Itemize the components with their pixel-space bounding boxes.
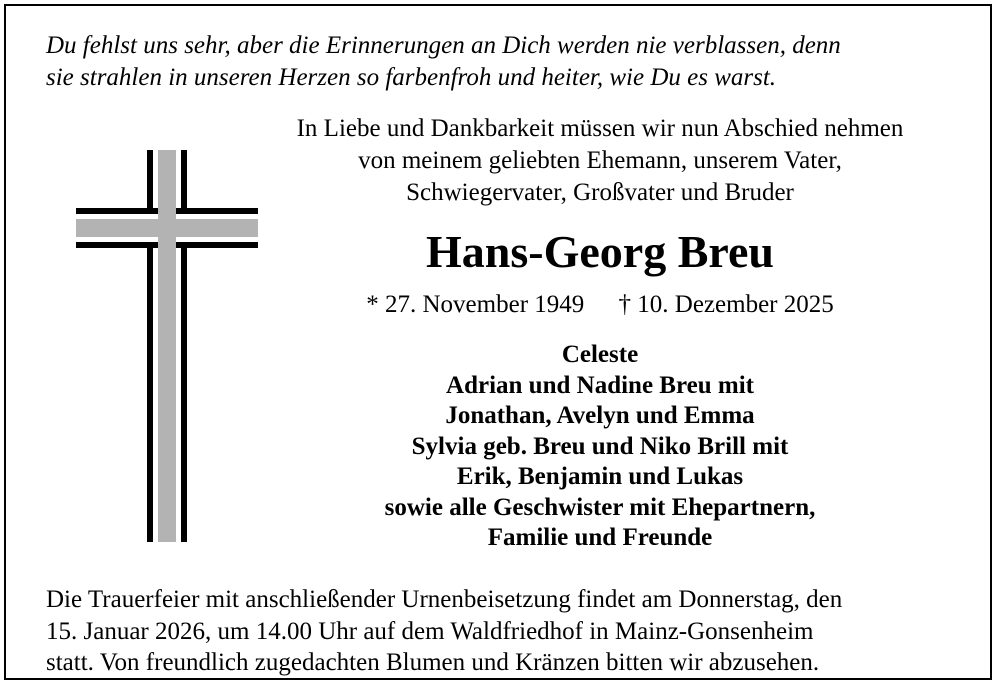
obituary-frame bbox=[4, 4, 992, 680]
intro-line: In Liebe und Dankbarkeit müssen wir nun Abschied nehmen bbox=[296, 115, 904, 142]
mourner-line: Sylvia geb. Breu und Niko Brill mit bbox=[411, 432, 789, 460]
life-dates bbox=[234, 288, 966, 322]
birth-date: * 27. November 1949 bbox=[366, 291, 585, 318]
mourner-line: Adrian und Nadine Breu mit bbox=[446, 371, 754, 399]
memorial-quote bbox=[46, 30, 966, 94]
deceased-name: Hans-Georg Breu bbox=[426, 226, 774, 277]
funeral-notice bbox=[46, 584, 976, 679]
mourners-list bbox=[234, 340, 966, 554]
mourner-line: Jonathan, Avelyn und Emma bbox=[445, 402, 755, 429]
cross-center-fill bbox=[158, 208, 176, 248]
quote-line: Du fehlst uns sehr, aber die Erinnerungen an Dich werden nie verblassen, denn bbox=[46, 32, 841, 59]
intro-text bbox=[234, 113, 966, 209]
mourner-line: sowie alle Geschwister mit Ehepartnern, bbox=[384, 493, 816, 521]
notice-line: Die Trauerfeier mit anschließender Urnenbeisetzung findet am Donnerstag, den bbox=[46, 586, 843, 613]
cross-center-left-fill bbox=[147, 219, 158, 237]
mourner-line: Celeste bbox=[561, 341, 639, 368]
intro-line: Schwiegervater, Großvater und Bruder bbox=[406, 179, 794, 206]
quote-line: sie strahlen in unseren Herzen so farbenfroh und heiter, wie Du es warst. bbox=[46, 64, 777, 91]
mourner-line: Familie und Freunde bbox=[487, 524, 713, 551]
mourner-line: Erik, Benjamin und Lukas bbox=[456, 463, 744, 490]
cross-icon bbox=[74, 148, 260, 544]
cross-center-right-fill bbox=[176, 219, 187, 237]
notice-line: statt. Von freundlich zugedachten Blumen und Kränzen bitten wir abzusehen. bbox=[46, 649, 820, 676]
notice-line: 15. Januar 2026, um 14.00 Uhr auf dem Waldfriedhof in Mainz-Gonsenheim bbox=[46, 617, 814, 645]
intro-line: von meinem geliebten Ehemann, unserem Vater, bbox=[358, 147, 842, 174]
death-date: † 10. Dezember 2025 bbox=[618, 291, 834, 318]
